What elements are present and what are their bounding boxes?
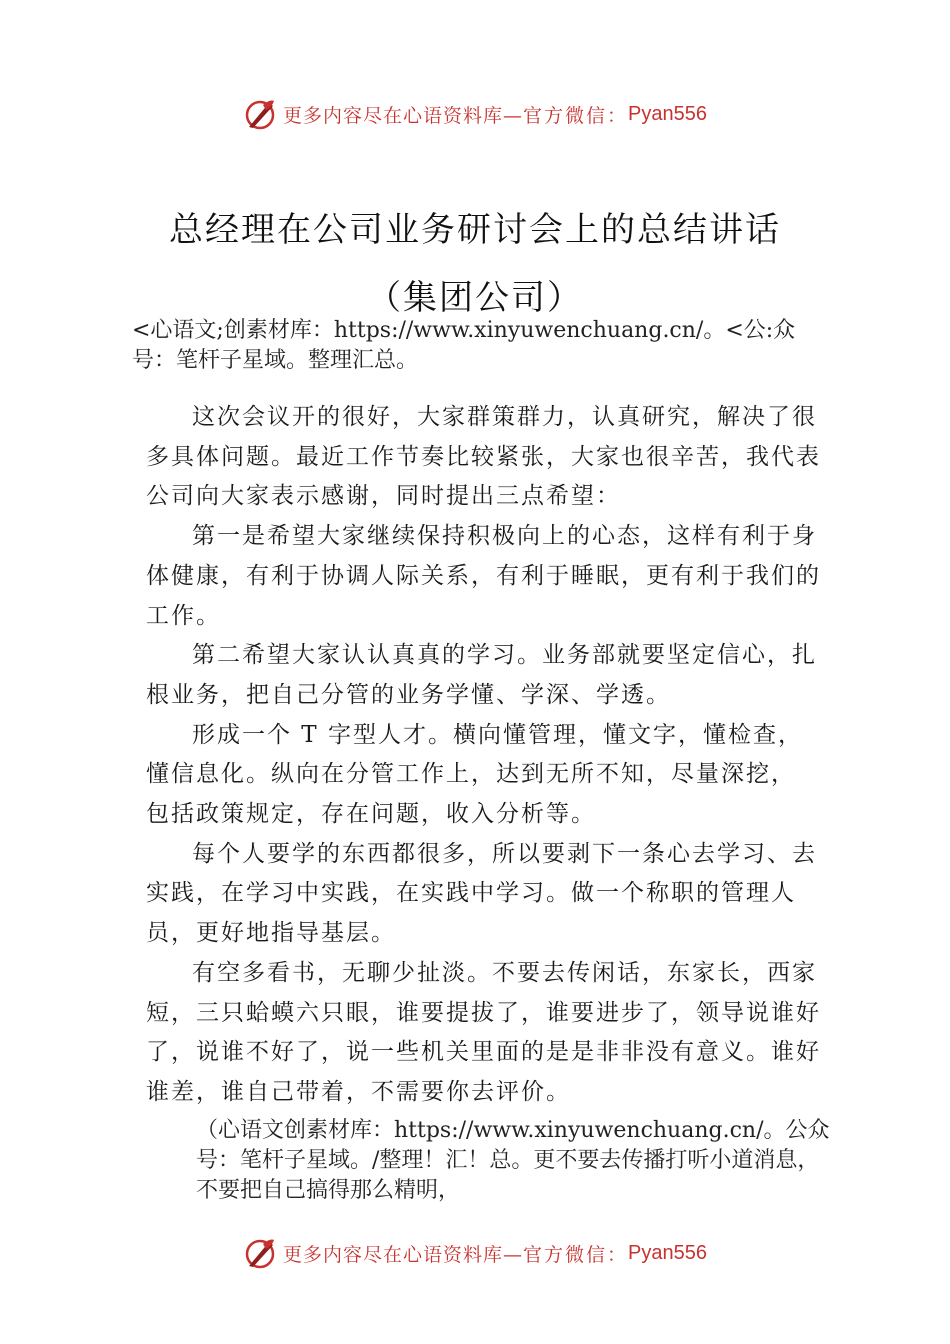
banner-wechat-id: Pyan556 <box>628 1241 707 1264</box>
document-title: 总经理在公司业务研讨会上的总结讲话 <box>169 210 781 250</box>
paragraph: 有空多看书，无聊少扯淡。不要去传闲话，东家长，西家短，三只蛤蟆六只眼，谁要提拔了，谁要进步了，领导说谁好了，说谁不好了，说一些机关里面的是是非非没有意义。谁好谁差，谁自己带着，不需要你去评价。 <box>146 959 821 1105</box>
document-body <box>146 398 826 1113</box>
footer-banner <box>0 1233 950 1273</box>
document-subtitle: （集团公司） <box>367 278 583 318</box>
paragraph: 每个人要学的东西都很多，所以要剥下一条心去学习、去实践，在学习中实践，在实践中学习。做一个称职的管理人员，更好地指导基层。 <box>146 840 817 947</box>
quill-logo-icon <box>243 97 277 131</box>
paragraph: 第一是希望大家继续保持积极向上的心态，这样有利于身体健康，有利于协调人际关系，有利于睡眠，更有利于我们的工作。 <box>146 523 821 629</box>
paragraph: 第二希望大家认认真真的学习。业务部就要坚定信心，扎根业务，把自己分管的业务学懂、学深、学透。 <box>146 642 817 708</box>
paragraph: 这次会议开的很好，大家群策群力，认真研究，解决了很多具体问题。最近工作节奏比较紧张，大家也很辛苦，我代表公司向大家表示感谢，同时提出三点希望： <box>146 404 821 510</box>
banner-wechat-label: 官方微信： <box>523 1243 629 1266</box>
closing-note: （心语文创素材库：https://www.xinyuwenchuang.cn/。公众号：笔杆子星域。/整理！汇！总。更不要去传播打听小道消息，不要把自己搞得那么精明， <box>196 1118 830 1203</box>
banner-wechat-id: Pyan556 <box>628 102 707 125</box>
source-note: <心语文;创素材库：https://www.xinyuwenchuang.cn/。<公:众号：笔杆子星域。整理汇总。 <box>132 318 796 373</box>
paragraph: 形成一个 T 字型人才。横向懂管理，懂文字，懂检查，懂信息化。纵向在分管工作上，达到无所不知，尽量深挖， 包括政策规定，存在问题，收入分析等。 <box>146 721 803 828</box>
banner-slogan: 更多内容尽在心语资料库— <box>283 104 524 127</box>
header-banner <box>0 94 950 134</box>
quill-logo-icon <box>243 1236 277 1270</box>
banner-wechat-label: 官方微信： <box>523 104 629 127</box>
banner-slogan: 更多内容尽在心语资料库— <box>283 1243 524 1266</box>
